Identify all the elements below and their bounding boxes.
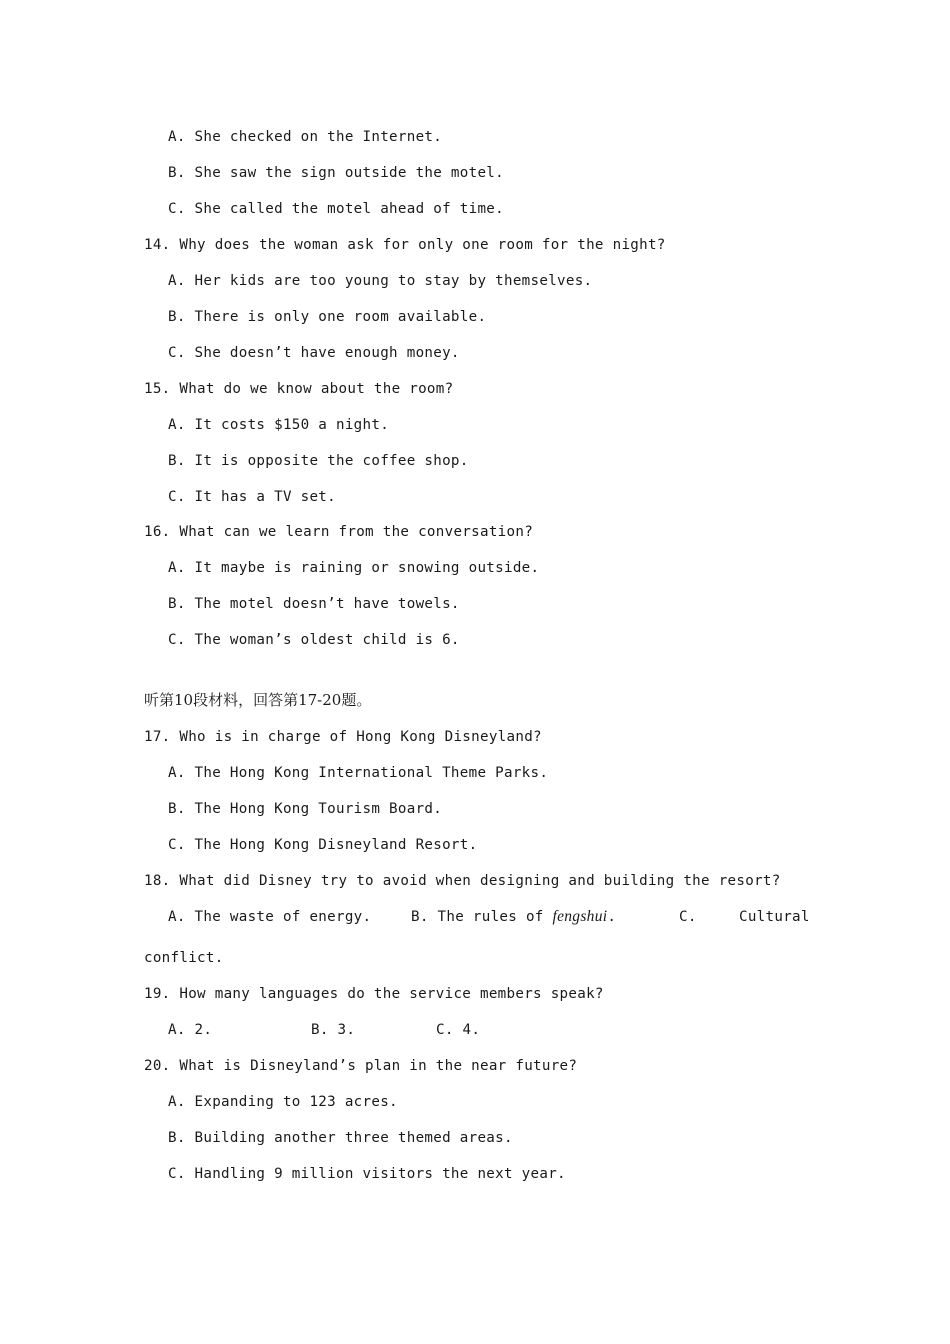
q15-stem: 15. What do we know about the room?	[144, 381, 454, 397]
q14-option-a: A. Her kids are too young to stay by themselves.	[168, 273, 593, 289]
q15-option-b: B. It is opposite the coffee shop.	[168, 453, 469, 469]
q18-option-c-label: C.	[679, 909, 697, 925]
q19-option-c: C. 4.	[436, 1022, 481, 1038]
q18-option-b-prefix: B. The rules of	[411, 909, 553, 925]
q18-option-a: A. The waste of energy.	[168, 909, 372, 925]
q16-option-a: A. It maybe is raining or snowing outside.	[168, 560, 540, 576]
q16-option-c: C. The woman’s oldest child is 6.	[168, 632, 460, 648]
q20-option-c: C. Handling 9 million visitors the next year.	[168, 1166, 566, 1182]
q14-option-c: C. She doesn’t have enough money.	[168, 345, 460, 361]
q18-option-b-italic: fengshui	[552, 908, 608, 925]
q18-option-c-text-end: conflict.	[144, 950, 224, 966]
q20-option-a: A. Expanding to 123 acres.	[168, 1094, 398, 1110]
q14-option-b: B. There is only one room available.	[168, 309, 487, 325]
q20-stem: 20. What is Disneyland’s plan in the near future?	[144, 1058, 578, 1074]
section-instruction: 听第10段材料，回答第17-20题。	[144, 691, 372, 709]
q19-option-a: A. 2.	[168, 1022, 213, 1038]
q18-stem: 18. What did Disney try to avoid when designing and building the resort?	[144, 873, 781, 889]
q19-option-b: B. 3.	[311, 1022, 356, 1038]
q20-option-b: B. Building another three themed areas.	[168, 1130, 513, 1146]
q13-option-b: B. She saw the sign outside the motel.	[168, 165, 504, 181]
q18-option-b-suffix: .	[607, 909, 617, 925]
q17-stem: 17. Who is in charge of Hong Kong Disneyland?	[144, 729, 542, 745]
q17-option-a: A. The Hong Kong International Theme Parks.	[168, 765, 549, 781]
q18-option-b	[411, 908, 616, 926]
q18-option-c-text-start: Cultural	[739, 909, 810, 925]
q14-stem: 14. Why does the woman ask for only one room for the night?	[144, 237, 666, 253]
q17-option-b: B. The Hong Kong Tourism Board.	[168, 801, 443, 817]
q15-option-a: A. It costs $150 a night.	[168, 417, 390, 433]
q19-stem: 19. How many languages do the service members speak?	[144, 986, 604, 1002]
q15-option-c: C. It has a TV set.	[168, 489, 336, 505]
q13-option-a: A. She checked on the Internet.	[168, 129, 443, 145]
q16-option-b: B. The motel doesn’t have towels.	[168, 596, 460, 612]
q16-stem: 16. What can we learn from the conversation?	[144, 524, 534, 540]
q17-option-c: C. The Hong Kong Disneyland Resort.	[168, 837, 478, 853]
q13-option-c: C. She called the motel ahead of time.	[168, 201, 504, 217]
